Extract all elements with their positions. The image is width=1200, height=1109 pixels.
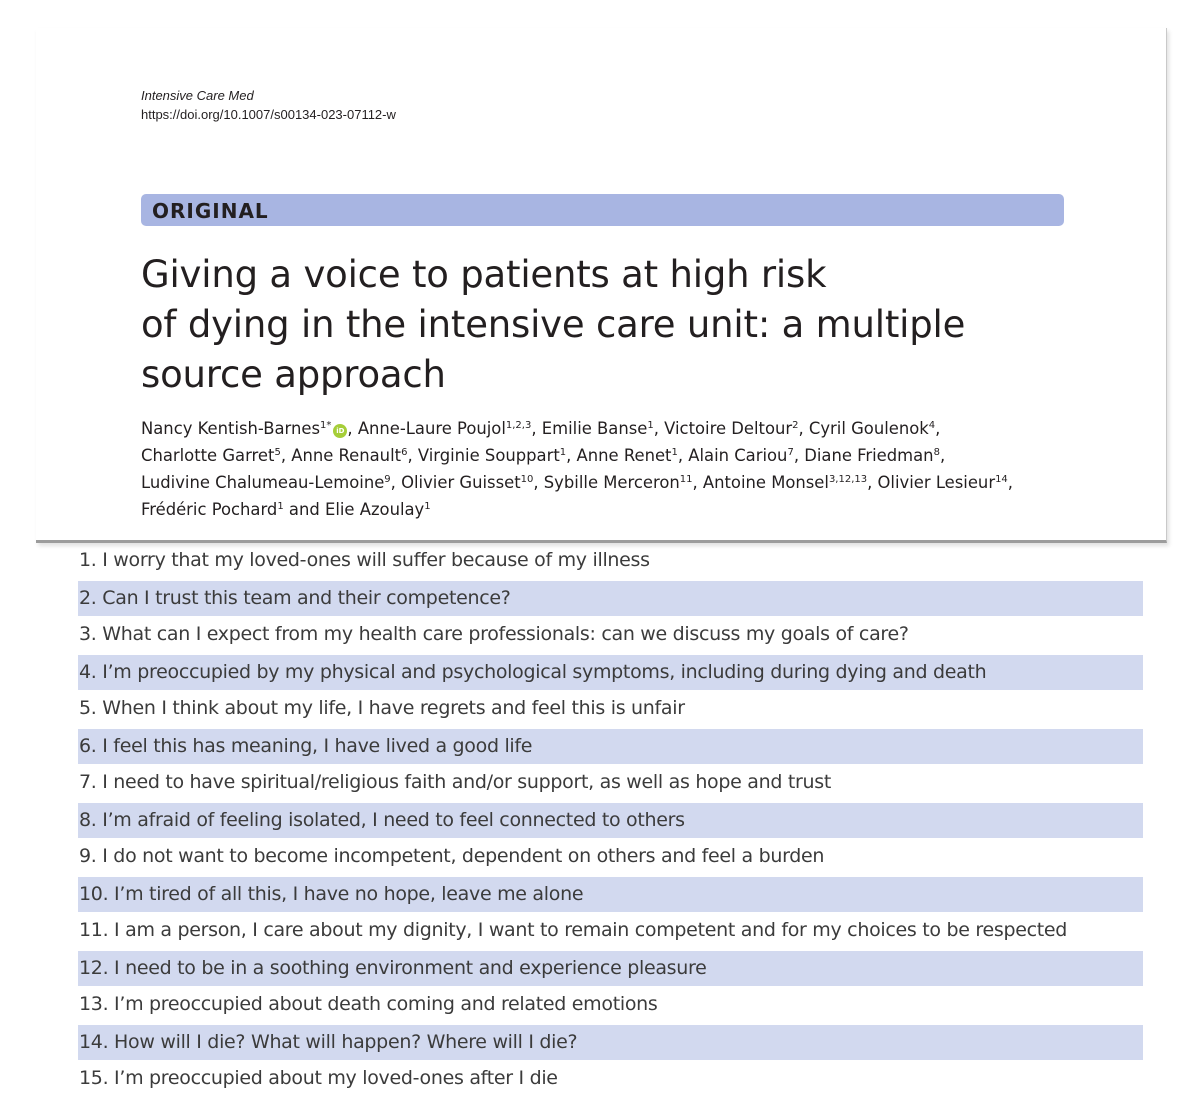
list-item: 2. Can I trust this team and their competence? (78, 580, 1143, 617)
affiliation-marker: 1 (559, 447, 567, 458)
author-name[interactable]: Diane Friedman (804, 446, 934, 465)
list-item: 10. I’m tired of all this, I have no hope, leave me alone (78, 876, 1143, 913)
author-name[interactable]: Virginie Souppart (417, 446, 560, 465)
author-name[interactable]: Olivier Guisset (401, 473, 521, 492)
author-separator: , (566, 446, 577, 465)
section-label-bar (141, 194, 1064, 226)
affiliation-marker: 1 (277, 501, 284, 512)
affiliation-marker: 1* (320, 420, 332, 431)
author-name[interactable]: Anne Renault (291, 446, 402, 465)
author-separator: , (939, 446, 946, 465)
author-name[interactable]: Sybille Merceron (543, 473, 680, 492)
author-name[interactable]: Elie Azoulay (324, 500, 425, 519)
author-name[interactable]: Victoire Deltour (664, 419, 793, 438)
author-separator: , (692, 473, 703, 492)
affiliation-marker: 6 (401, 447, 408, 458)
author-separator: and (283, 500, 325, 519)
author-name[interactable]: Ludivine Chalumeau-Lemoine (141, 473, 385, 492)
list-item: 11. I am a person, I care about my dignity, I want to remain competent and for my choices to be respected (79, 919, 1068, 941)
affiliation-marker: 3,12,13 (828, 474, 868, 485)
orcid-icon[interactable]: iD (333, 424, 347, 438)
article-header-card (36, 28, 1167, 543)
list-item: 13. I’m preoccupied about death coming and related emotions (79, 993, 658, 1015)
affiliation-marker: 2 (792, 420, 799, 431)
author-separator: , (533, 473, 544, 492)
author-line (141, 442, 1141, 469)
section-label: ORIGINAL (152, 199, 269, 223)
doi-link[interactable]: https://doi.org/10.1007/s00134-023-07112-w (141, 107, 396, 122)
author-name[interactable]: Cyril Goulenok (808, 419, 929, 438)
author-separator: , (793, 446, 805, 465)
author-name[interactable]: Antoine Monsel (702, 473, 829, 492)
list-item: 12. I need to be in a soothing environment and experience pleasure (78, 950, 1143, 987)
author-name[interactable]: Anne-Laure Poujol (357, 419, 506, 438)
affiliation-marker: 8 (933, 447, 940, 458)
affiliation-marker: 11 (679, 474, 693, 485)
list-item: 1. I worry that my loved-ones will suffer because of my illness (79, 549, 650, 571)
title-line: source approach (141, 353, 446, 396)
article-title (141, 250, 1041, 400)
author-name[interactable]: Frédéric Pochard (141, 500, 278, 519)
affiliation-marker: 7 (787, 447, 794, 458)
list-item: 7. I need to have spiritual/religious faith and/or support, as well as hope and trust (79, 771, 832, 793)
concern-list (78, 543, 1143, 1098)
author-name[interactable]: Olivier Lesieur (877, 473, 996, 492)
affiliation-marker: 1 (647, 420, 654, 431)
list-item: 15. I’m preoccupied about my loved-ones after I die (79, 1067, 558, 1089)
affiliation-marker: 9 (384, 474, 391, 485)
author-name[interactable]: Alain Cariou (688, 446, 788, 465)
author-separator: , (677, 446, 689, 465)
list-item: 5. When I think about my life, I have regrets and feel this is unfair (79, 697, 685, 719)
list-item: 14. How will I die? What will happen? Where will I die? (78, 1024, 1143, 1061)
list-item: 8. I’m afraid of feeling isolated, I need to feel connected to others (78, 802, 1143, 839)
affiliation-marker: 14 (995, 474, 1008, 485)
author-name[interactable]: Nancy Kentish-Barnes (141, 419, 321, 438)
affiliation-marker: 10 (520, 474, 534, 485)
author-separator: , (407, 446, 418, 465)
journal-name: Intensive Care Med (141, 88, 254, 103)
author-line (141, 496, 1141, 523)
affiliation-marker: 1 (424, 501, 431, 512)
author-name[interactable]: Emilie Banse (541, 419, 648, 438)
author-separator: , (531, 419, 542, 438)
author-separator: , (653, 419, 665, 438)
author-list (141, 415, 1141, 523)
author-separator: , (390, 473, 402, 492)
author-name[interactable]: Anne Renet (576, 446, 672, 465)
author-separator: , (347, 419, 358, 438)
affiliation-marker: 1,2,3 (505, 420, 532, 431)
journal-info (141, 86, 396, 124)
list-item: 9. I do not want to become incompetent, dependent on others and feel a burden (79, 845, 825, 867)
title-line: of dying in the intensive care unit: a multiple (141, 303, 966, 346)
author-separator: , (798, 419, 809, 438)
author-separator: , (867, 473, 878, 492)
affiliation-marker: 4 (928, 420, 936, 431)
author-separator: , (280, 446, 292, 465)
title-line: Giving a voice to patients at high risk (141, 253, 827, 296)
author-separator: , (935, 419, 941, 438)
author-separator: , (1007, 473, 1014, 492)
affiliation-marker: 1 (671, 447, 678, 458)
author-line (141, 469, 1141, 496)
list-item: 3. What can I expect from my health care professionals: can we discuss my goals of care? (79, 623, 909, 645)
author-name[interactable]: Charlotte Garret (141, 446, 275, 465)
affiliation-marker: 5 (274, 447, 281, 458)
list-item: 6. I feel this has meaning, I have lived a good life (78, 728, 1143, 765)
author-line (141, 415, 1141, 442)
list-item: 4. I’m preoccupied by my physical and psychological symptoms, including during dying and death (78, 654, 1143, 691)
